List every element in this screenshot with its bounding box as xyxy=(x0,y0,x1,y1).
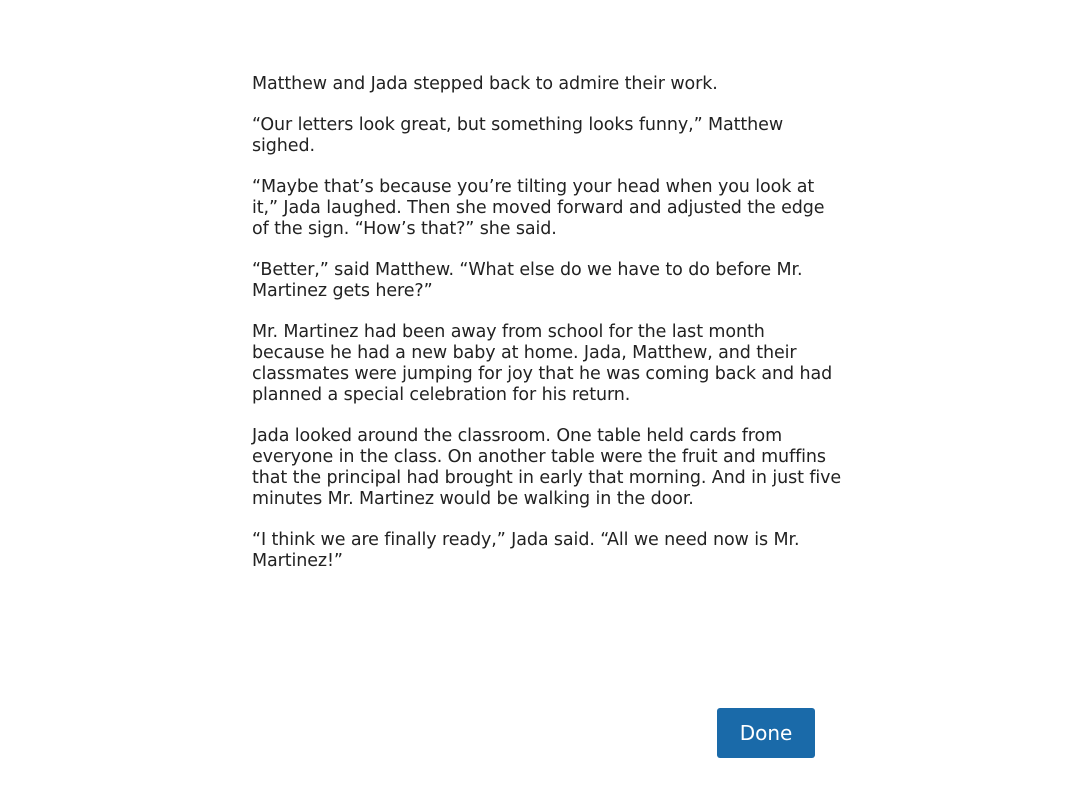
passage-paragraph: “I think we are finally ready,” Jada said. “All we need now is Mr. Martinez!” xyxy=(252,530,800,571)
passage-paragraph: “Maybe that’s because you’re tilting your head when you look at it,” Jada laughed. Then she moved forward and adjusted the edge of the sign. “How’s that?” she said. xyxy=(252,177,825,239)
passage-paragraph: Jada looked around the classroom. One table held cards from everyone in the class. On another table were the fruit and muffins that the principal had brought in early that morning. And in just five minutes Mr. Martinez would be walking in the door. xyxy=(252,426,842,509)
passage-paragraph: Matthew and Jada stepped back to admire their work. xyxy=(252,74,718,94)
passage-paragraph: “Our letters look great, but something looks funny,” Matthew sighed. xyxy=(252,115,784,156)
done-button[interactable]: Done xyxy=(717,708,815,758)
passage-paragraph: “Better,” said Matthew. “What else do we have to do before Mr. Martinez gets here?” xyxy=(252,260,803,301)
passage-paragraph: Mr. Martinez had been away from school for the last month because he had a new baby at home. Jada, Matthew, and their classmates were jumping for joy that he was coming back and had planned a special celebration for his return. xyxy=(252,322,833,405)
reading-passage xyxy=(252,74,842,592)
